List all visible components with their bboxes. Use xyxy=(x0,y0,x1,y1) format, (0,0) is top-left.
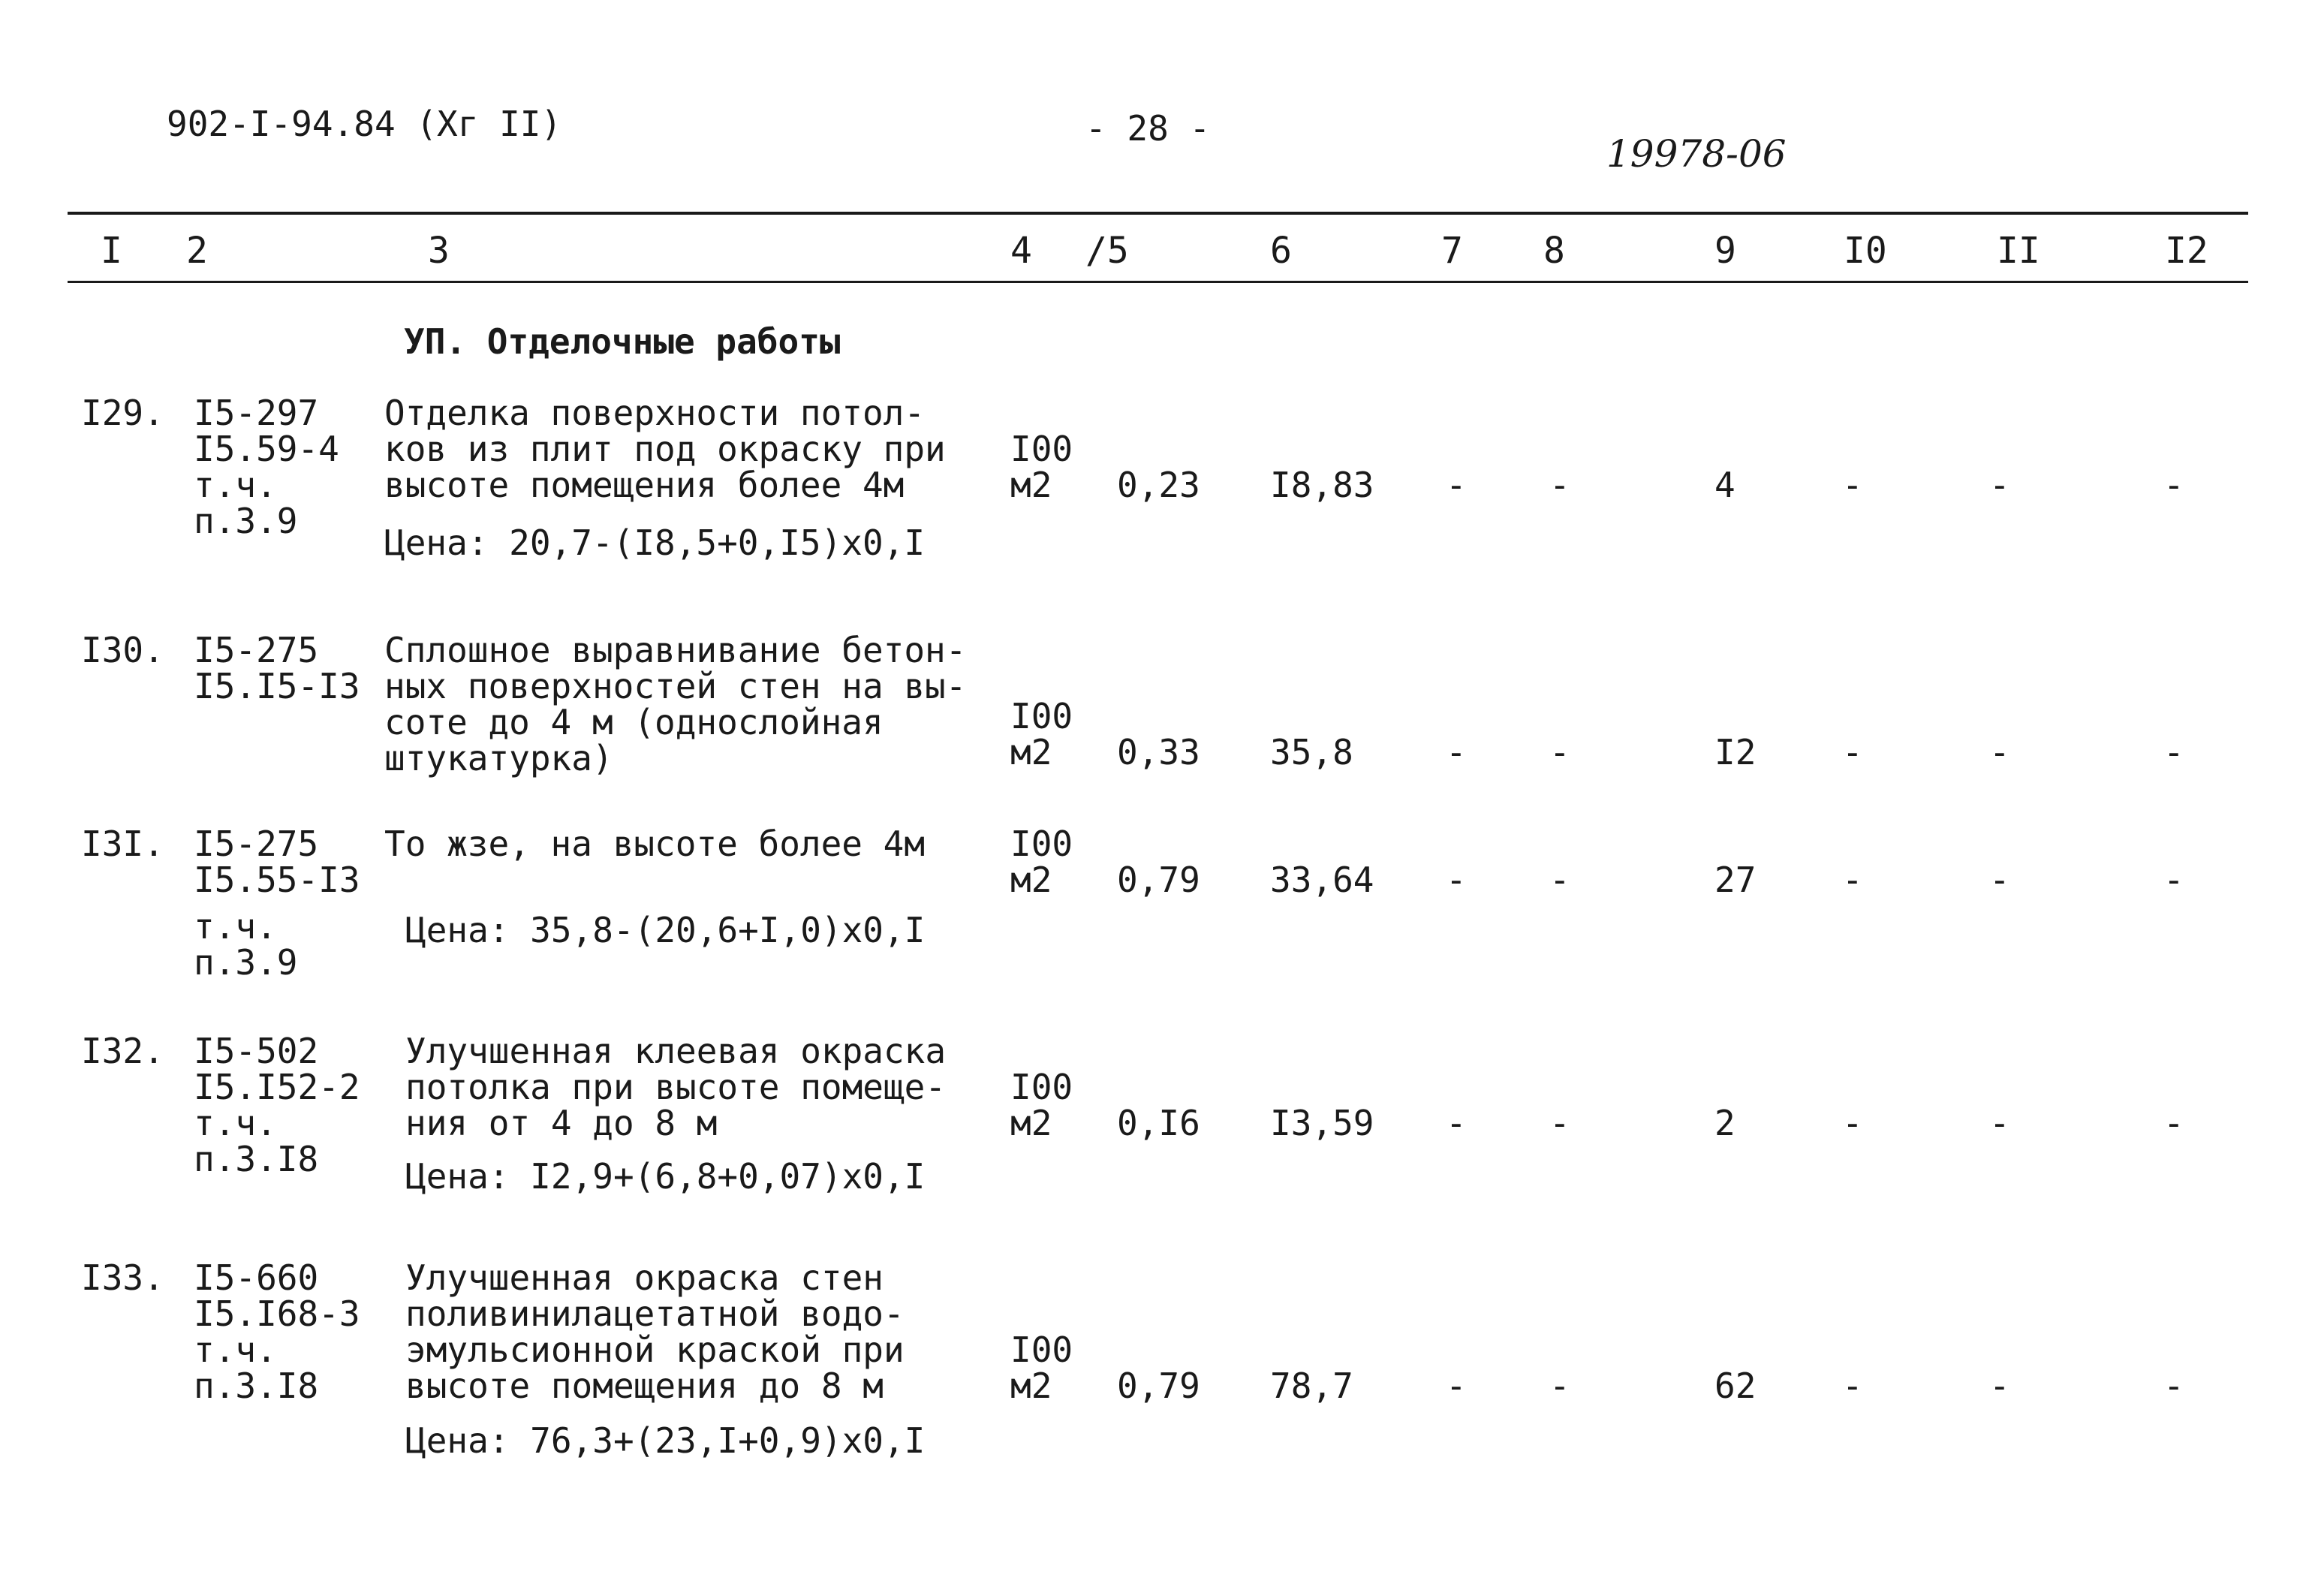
row-unit: I00 м2 xyxy=(1010,696,1073,772)
row-col-5: 0,23 xyxy=(1117,465,1200,505)
row-description: Улучшенная клеевая окраска потолка при высоте помеще- ния от 4 до 8 м xyxy=(405,1031,947,1143)
row-price: Цена: 76,3+(23,I+0,9)х0,I xyxy=(405,1420,926,1461)
row-col-11: - xyxy=(1989,1366,2010,1406)
row-codes: I5-660 I5.I68-3 т.ч. п.3.I8 xyxy=(194,1257,360,1406)
row-col-8: - xyxy=(1549,1103,1570,1143)
row-description: То жзе, на высоте более 4м xyxy=(384,824,926,864)
table-header-rule xyxy=(68,281,2248,283)
row-unit: I00 м2 xyxy=(1010,1329,1073,1406)
row-col-12: - xyxy=(2163,465,2184,505)
column-number-7: 7 xyxy=(1441,230,1463,272)
row-col-9: 62 xyxy=(1714,1366,1757,1406)
row-col-10: - xyxy=(1842,860,1863,900)
row-unit: I00 м2 xyxy=(1010,1067,1073,1143)
row-col-8: - xyxy=(1549,1366,1570,1406)
row-description: Сплошное выравнивание бетон- ных поверхностей стен на вы- соте до 4 м (однослойная штукатурка) xyxy=(384,630,967,778)
page-number: - 28 - xyxy=(1085,108,1211,149)
row-price: Цена: 20,7-(I8,5+0,I5)х0,I xyxy=(384,522,926,563)
row-col-11: - xyxy=(1989,732,2010,772)
row-col-6: 35,8 xyxy=(1270,732,1353,772)
row-number: I3I. xyxy=(81,824,164,864)
column-number-4: 4 xyxy=(1010,230,1032,272)
row-col-6: 78,7 xyxy=(1270,1366,1353,1406)
column-number-6: 6 xyxy=(1270,230,1292,272)
row-col-12: - xyxy=(2163,732,2184,772)
row-col-10: - xyxy=(1842,1103,1863,1143)
row-price: Цена: 35,8-(20,6+I,0)х0,I xyxy=(405,910,926,950)
row-number: I33. xyxy=(81,1257,164,1298)
row-col-8: - xyxy=(1549,732,1570,772)
row-codes: I5-297 I5.59-4 т.ч. п.3.9 xyxy=(194,393,339,541)
row-description: Отделка поверхности потол- ков из плит под окраску при высоте помещения более 4м xyxy=(384,393,946,505)
column-number-1: I xyxy=(101,230,122,272)
row-col-9: 27 xyxy=(1714,860,1757,900)
row-codes: I5-275 I5.I5-I3 xyxy=(194,630,360,706)
row-col-12: - xyxy=(2163,1366,2184,1406)
row-number: I30. xyxy=(81,630,164,670)
row-number: I32. xyxy=(81,1031,164,1071)
row-unit: I00 м2 xyxy=(1010,824,1073,900)
row-col-9: 2 xyxy=(1714,1103,1736,1143)
row-codes: I5-502 I5.I52-2 т.ч. п.3.I8 xyxy=(194,1031,360,1179)
row-col-5: 0,33 xyxy=(1117,732,1200,772)
column-number-2: 2 xyxy=(186,230,208,272)
row-col-12: - xyxy=(2163,860,2184,900)
row-col-8: - xyxy=(1549,860,1570,900)
row-col-5: 0,I6 xyxy=(1117,1103,1200,1143)
row-col-10: - xyxy=(1842,1366,1863,1406)
row-col-9: I2 xyxy=(1714,732,1757,772)
row-col-8: - xyxy=(1549,465,1570,505)
row-col-7: - xyxy=(1446,1366,1467,1406)
row-col-6: 33,64 xyxy=(1270,860,1374,900)
row-col-10: - xyxy=(1842,465,1863,505)
row-col-12: - xyxy=(2163,1103,2184,1143)
row-col-10: - xyxy=(1842,732,1863,772)
row-col-5: 0,79 xyxy=(1117,1366,1200,1406)
column-number-8: 8 xyxy=(1543,230,1565,272)
row-codes: I5-275 I5.55-I3 т.ч. п.3.9 xyxy=(194,824,360,983)
column-number-12: I2 xyxy=(2165,230,2208,272)
column-number-9: 9 xyxy=(1714,230,1736,272)
row-col-5: 0,79 xyxy=(1117,860,1200,900)
row-col-7: - xyxy=(1446,1103,1467,1143)
section-title: УП. Отделочные работы xyxy=(404,321,841,362)
column-number-11: II xyxy=(1997,230,2040,272)
document-code: 902-I-94.84 (Хг II) xyxy=(167,104,562,144)
row-price: Цена: I2,9+(6,8+0,07)х0,I xyxy=(405,1156,926,1197)
table-top-rule xyxy=(68,212,2248,215)
row-col-7: - xyxy=(1446,860,1467,900)
column-number-10: I0 xyxy=(1844,230,1887,272)
row-description: Улучшенная окраска стен поливинилацетатной водо- эмульсионной краской при высоте помещения до 8 м xyxy=(405,1257,905,1406)
row-number: I29. xyxy=(81,393,164,433)
handwritten-number: 19978-06 xyxy=(1606,132,1787,176)
column-number-5: /5 xyxy=(1085,230,1129,272)
row-col-11: - xyxy=(1989,860,2010,900)
row-col-6: I3,59 xyxy=(1270,1103,1374,1143)
row-col-7: - xyxy=(1446,732,1467,772)
row-col-9: 4 xyxy=(1714,465,1736,505)
row-col-11: - xyxy=(1989,1103,2010,1143)
row-col-6: I8,83 xyxy=(1270,465,1374,505)
column-number-3: 3 xyxy=(428,230,450,272)
row-col-7: - xyxy=(1446,465,1467,505)
row-col-11: - xyxy=(1989,465,2010,505)
row-unit: I00 м2 xyxy=(1010,429,1073,505)
